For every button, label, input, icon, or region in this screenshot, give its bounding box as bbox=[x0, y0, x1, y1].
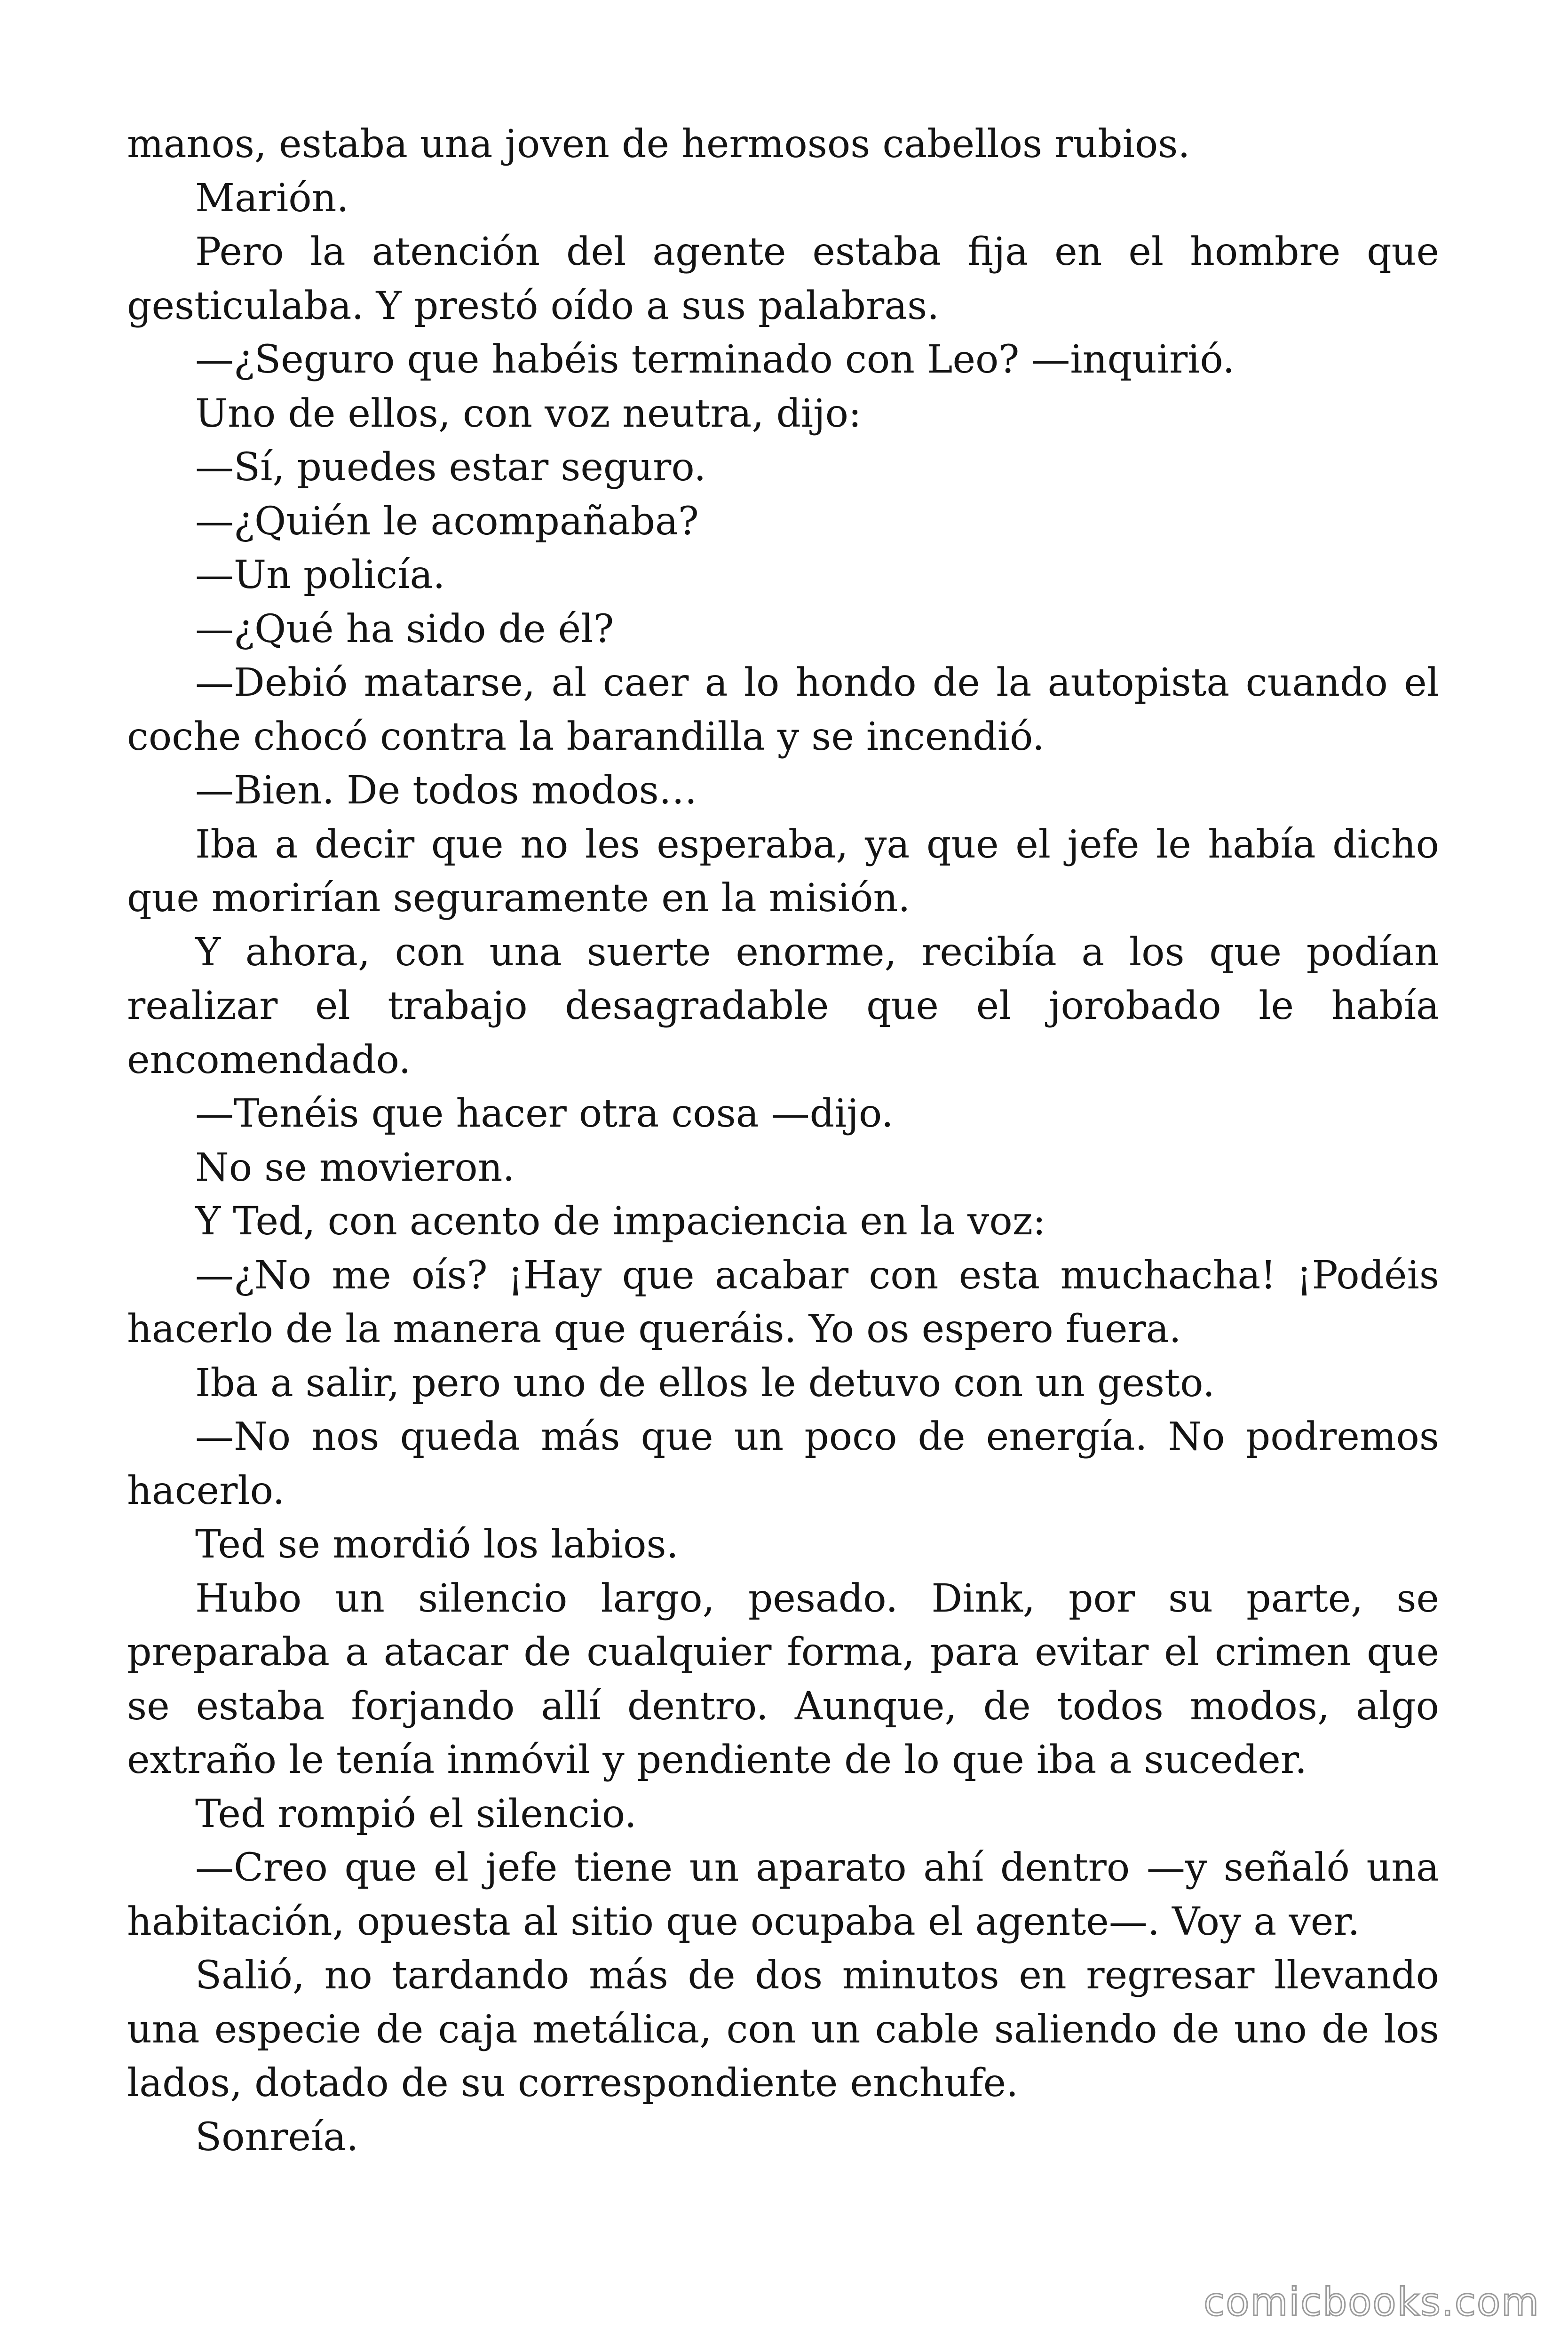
paragraph: —Tenéis que hacer otra cosa —dijo. bbox=[195, 1091, 894, 1136]
watermark: comicbooks.com bbox=[1204, 2280, 1540, 2325]
paragraph: —¿Qué ha sido de él? bbox=[195, 606, 614, 652]
paragraph: Iba a salir, pero uno de ellos le detuvo con un gesto. bbox=[195, 1360, 1215, 1406]
paragraph: Marión. bbox=[195, 175, 349, 221]
paragraph: —¿Quién le acompañaba? bbox=[195, 499, 699, 544]
paragraph: —No nos queda más que un poco de energía. No podremos hacerlo. bbox=[127, 1414, 1439, 1513]
paragraph: Ted rompió el silencio. bbox=[195, 1791, 637, 1836]
paragraph: Y Ted, con acento de impaciencia en la voz: bbox=[195, 1199, 1046, 1244]
paragraph: —Un policía. bbox=[195, 553, 445, 597]
paragraph: No se movieron. bbox=[195, 1145, 515, 1190]
paragraph: —Creo que el jefe tiene un aparato ahí dentro —y señaló una habitación, opuesta al sitio que ocupaba el agente—. Voy a ver. bbox=[127, 1845, 1439, 1944]
paragraph: Ted se mordió los labios. bbox=[195, 1522, 679, 1567]
paragraph: Uno de ellos, con voz neutra, dijo: bbox=[195, 391, 862, 436]
paragraph: Iba a decir que no les esperaba, ya que el jefe le había dicho que morirían seguramente en la misión. bbox=[127, 822, 1439, 921]
paragraph: —Bien. De todos modos… bbox=[195, 768, 697, 813]
paragraph: Pero la atención del agente estaba fija en el hombre que gesticulaba. Y prestó oído a sus palabras. bbox=[127, 230, 1439, 328]
paragraph: manos, estaba una joven de hermosos cabellos rubios. bbox=[127, 122, 1190, 167]
paragraph: —¿Seguro que habéis terminado con Leo? —inquirió. bbox=[195, 337, 1235, 382]
paragraph: Salió, no tardando más de dos minutos en regresar llevando una especie de caja metálica, con un cable saliendo de uno de los lados, dotado de su correspondiente enchufe. bbox=[127, 1953, 1439, 2106]
paragraph: Hubo un silencio largo, pesado. Dink, por su parte, se preparaba a atacar de cualquier forma, para evitar el crimen que se estaba forjando allí dentro. Aunque, de todos modos, algo extraño le tenía inmóvil y pendiente de lo que iba a suceder. bbox=[127, 1576, 1439, 1782]
paragraph: Y ahora, con una suerte enorme, recibía a los que podían realizar el trabajo desagradable que el jorobado le había encomendado. bbox=[127, 930, 1439, 1082]
book-page-text bbox=[127, 118, 1439, 2164]
paragraph: —Debió matarse, al caer a lo hondo de la autopista cuando el coche chocó contra la barandilla y se incendió. bbox=[127, 660, 1439, 759]
paragraph: Sonreía. bbox=[195, 2114, 359, 2160]
paragraph: —Sí, puedes estar seguro. bbox=[195, 445, 706, 490]
paragraph: —¿No me oís? ¡Hay que acabar con esta muchacha! ¡Podéis hacerlo de la manera que queráis. Yo os espero fuera. bbox=[127, 1253, 1439, 1351]
